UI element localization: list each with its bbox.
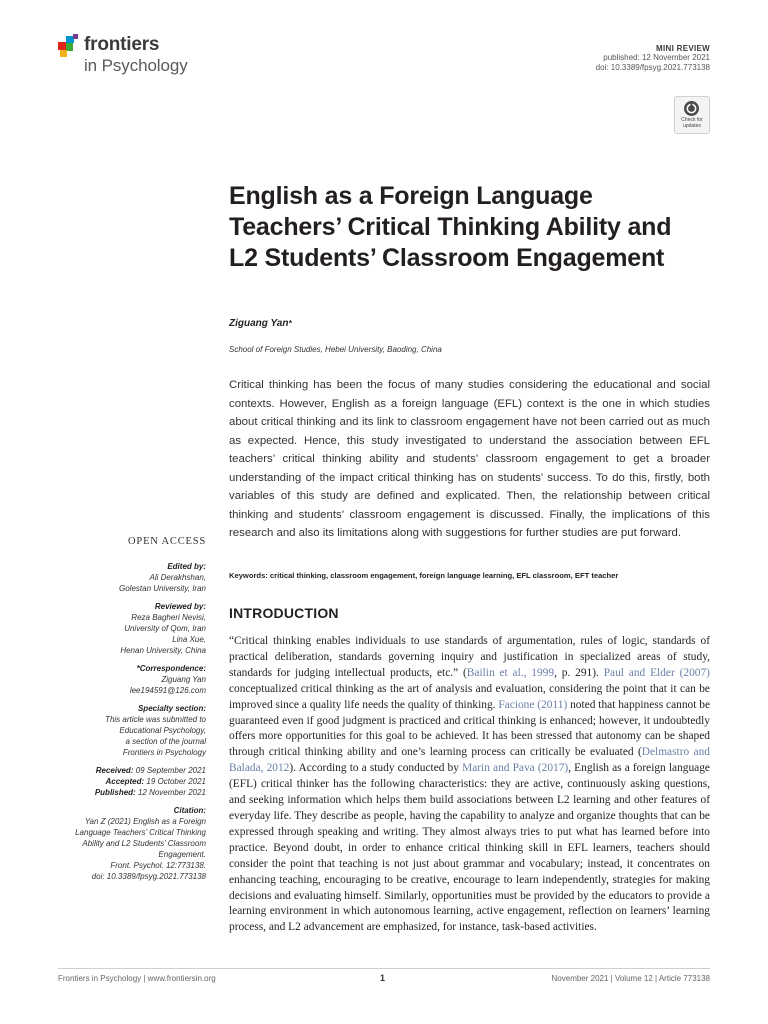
check-updates-label: Check for updates — [681, 117, 703, 129]
article-meta — [596, 44, 710, 73]
citation-line: Engagement. — [158, 850, 206, 859]
reviewed-by-label: Reviewed by: — [154, 602, 206, 611]
citation-line: Front. Psychol. 12:773138. — [110, 861, 206, 870]
received-label: Received: — [95, 766, 134, 775]
correspondence-name: Ziguang Yan — [161, 675, 206, 684]
citation-line: Language Teachers’ Critical Thinking — [75, 828, 206, 837]
reference-link[interactable]: Bailin et al., 1999 — [466, 666, 555, 679]
author-line — [229, 318, 292, 329]
published-date: published: 12 November 2021 — [603, 53, 710, 62]
introduction-paragraph — [229, 634, 710, 936]
editor-line: Ali Derakhshan, — [149, 573, 206, 582]
specialty-line: Frontiers in Psychology — [122, 748, 206, 757]
affiliation: School of Foreign Studies, Hebei University, Baoding, China — [229, 345, 442, 354]
check-for-updates-button[interactable] — [674, 96, 710, 134]
abstract: Critical thinking has been the focus of many studies considering the educational and social contexts. However, English as a foreign language (EFL) context is the one in which studies about critical thinking and its link to classroom engagement have not been carried out as much as expected. Hence, this study investigated to understand the association between EFL teachers’ critical thinking ability and students’ classroom engagement to get a broader understanding of the impact critical thinking has on students’ success. To do this, firstly, both variables of this study are defined and explicated. Then, the relationship between critical thinking and students’ classroom engagement is discussed. Finally, the implications of this research and also its limitations along with suggestions for further studies are put forward. — [229, 379, 710, 539]
citation-label: Citation: — [173, 806, 206, 815]
journal-logo[interactable] — [57, 33, 207, 79]
frontiers-logo-icon — [57, 33, 83, 59]
journal-subbrand: in Psychology — [84, 56, 188, 75]
correspondence-email[interactable]: lee194591@126.com — [129, 686, 206, 695]
specialty-line: This article was submitted to — [105, 715, 206, 724]
section-heading-introduction: INTRODUCTION — [229, 605, 339, 621]
received-date: 09 September 2021 — [135, 766, 206, 775]
footer-divider — [58, 968, 710, 969]
reviewed-by-section — [40, 601, 206, 656]
reference-link[interactable]: Facione (2011) — [498, 698, 568, 711]
open-access-label: OPEN ACCESS — [128, 536, 206, 547]
keywords: Keywords: critical thinking, classroom engagement, foreign language learning, EFL classroom, EFT teacher — [229, 571, 619, 580]
edited-by-section — [40, 561, 206, 594]
published-label: Published: — [94, 788, 136, 797]
citation-doi[interactable]: doi: 10.3389/fpsyg.2021.773138 — [91, 872, 206, 881]
specialty-line: Educational Psychology, — [119, 726, 206, 735]
accepted-row — [40, 776, 206, 787]
dates-section — [40, 765, 206, 798]
intro-text: noted that happiness cannot be guaranteed even if good judgment is practiced and critical thinking is enhanced; however, it undoubtedly offers more opportunities for this goal to be achieved. It has been stressed that autonomy can be shaped through critical thinking ability and one’s learning process can critically be evaluated ( — [229, 698, 710, 759]
intro-text: , English as a foreign language (EFL) critical thinker has the following characteristics: they are active, continuously asking questions, and seeking information which helps them build associations between L2 learning and other features of everyday life. They describe as people, having the capability to analyze and organize thoughts that can be expressed through speaking and writing. They almost always tries to put what has learned before into practice. Beyond doubt, in order to enhance critical thinking skill in EFL learners, teachers should consider the point that teaching is not just about grammar and vocabulary; instead, it concentrates on enhancing teaching, encouraging to be creative, encourage to learn independently, strategies for making decisions and evaluating himself. Similarly, opportunities must be provided by the educators to provide a learning environment in which autonomous learning, active engagement, reflection on learners’ learning process, and L2 advancement are emphasized, for instance, task-based activities. — [229, 762, 710, 934]
citation-line: Yan Z (2021) English as a Foreign — [84, 817, 206, 826]
intro-text: ). According to a study conducted by — [289, 762, 463, 775]
check-updates-icon — [683, 100, 700, 117]
article-info-sidebar — [40, 561, 206, 889]
accepted-label: Accepted: — [105, 777, 145, 786]
correspondence-section — [40, 663, 206, 696]
specialty-label: Specialty section: — [137, 704, 206, 713]
reference-link[interactable]: Paul and Elder (2007) — [603, 666, 710, 679]
article-title: English as a Foreign Language Teachers’ Critical Thinking Ability and L2 Students’ Classroom Engagement — [229, 182, 672, 272]
article-type: MINI REVIEW — [656, 44, 710, 53]
published-row — [40, 787, 206, 798]
intro-text: “Critical thinking enables individuals to use standards of argumentation, rules of logic, standards of practical deliberation, standards governing inquiry and justification in specialized areas of study, standards for judging intellectual products, etc.” ( — [229, 635, 710, 679]
received-row — [40, 765, 206, 776]
accepted-date: 19 October 2021 — [146, 777, 206, 786]
author-name[interactable]: Ziguang Yan — [229, 318, 289, 329]
correspondence-label: *Correspondence: — [136, 664, 206, 673]
published-date-sidebar: 12 November 2021 — [137, 788, 206, 797]
intro-text: , p. 291). — [554, 666, 604, 679]
reference-link[interactable]: Delmastro and Balada, 2012 — [229, 746, 710, 775]
reviewer-line: University of Qom, Iran — [124, 624, 206, 633]
citation-section — [40, 805, 206, 882]
journal-brand: frontiers — [84, 34, 160, 55]
reviewer-line: Reza Bagheri Nevisi, — [131, 613, 206, 622]
reviewer-line: Henan University, China — [120, 646, 206, 655]
specialty-line: a section of the journal — [125, 737, 206, 746]
intro-text: conceptualized critical thinking as the art of analysis and evaluation, considering the point that it can be improved since a quality life needs the quality of thinking. — [229, 682, 710, 711]
reviewer-line: Lina Xue, — [172, 635, 206, 644]
specialty-section — [40, 703, 206, 758]
reference-link[interactable]: Marin and Pava (2017) — [462, 762, 569, 775]
footer-journal[interactable]: Frontiers in Psychology | www.frontiersin.org — [58, 974, 216, 983]
editor-line: Golestan University, Iran — [119, 584, 206, 593]
page-number: 1 — [380, 973, 386, 983]
citation-line: Ability and L2 Students’ Classroom — [82, 839, 206, 848]
corresponding-mark: * — [288, 319, 292, 328]
article-doi[interactable]: doi: 10.3389/fpsyg.2021.773138 — [595, 63, 710, 72]
edited-by-label: Edited by: — [167, 562, 206, 571]
footer-issue: November 2021 | Volume 12 | Article 773138 — [551, 974, 710, 983]
